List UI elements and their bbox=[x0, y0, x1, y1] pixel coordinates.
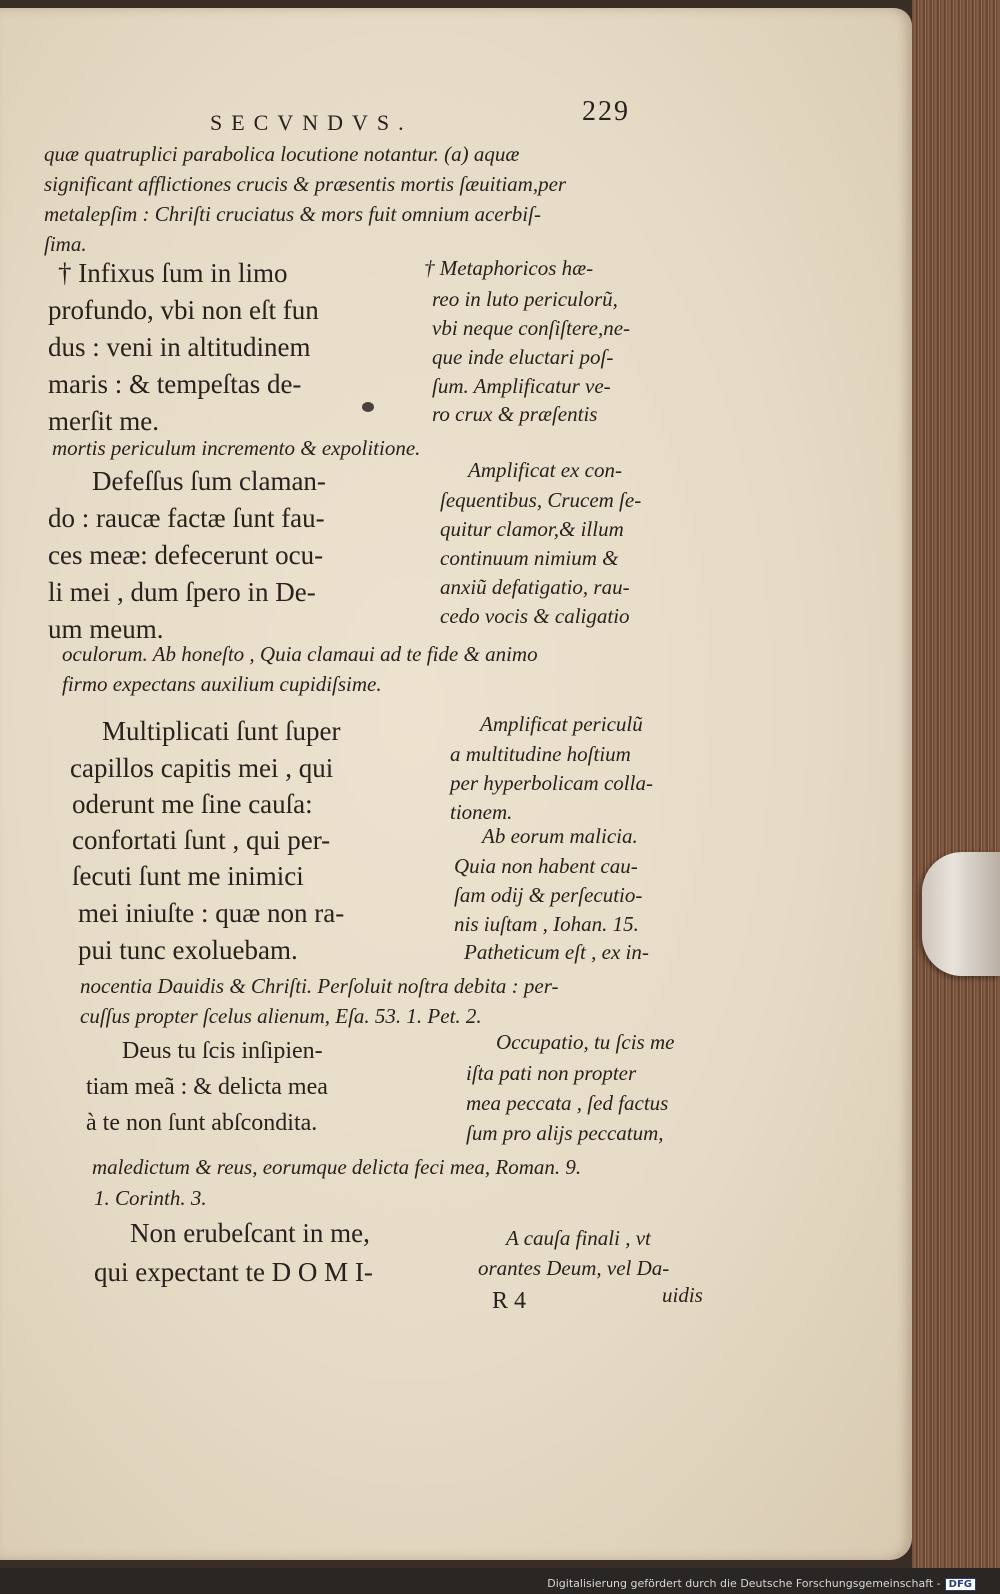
verse-line: maris : & tempeſtas de- bbox=[48, 369, 302, 399]
gloss-line: Patheticum eſt , ex in- bbox=[464, 940, 649, 964]
gloss-line: mortis periculum incremento & expolitione. bbox=[52, 436, 421, 460]
gloss-line: orantes Deum, vel Da- bbox=[478, 1256, 670, 1280]
verse-line: à te non ſunt abſcondita. bbox=[86, 1110, 318, 1136]
gloss-line: que inde eluctari poſ- bbox=[432, 345, 614, 369]
gloss-line: A cauſa finali , vt bbox=[506, 1226, 651, 1250]
verse-line: merſit me. bbox=[48, 406, 159, 436]
verse-line: pui tunc exoluebam. bbox=[78, 935, 298, 965]
verse-line: li mei , dum ſpero in De- bbox=[48, 577, 316, 607]
gloss-line: mea peccata , ſed factus bbox=[466, 1091, 669, 1115]
verse-line: qui expectant te D O M I- bbox=[94, 1257, 373, 1287]
ink-mark bbox=[362, 402, 374, 412]
gloss-line: cedo vocis & caligatio bbox=[440, 604, 630, 628]
gloss-line: firmo expectans auxilium cupidiſsime. bbox=[62, 672, 382, 696]
verse-line: dus : veni in altitudinem bbox=[48, 332, 311, 362]
gloss-line: Ab eorum malicia. bbox=[482, 824, 638, 848]
book-fore-edge bbox=[912, 0, 1000, 1568]
dfg-logo: DFG bbox=[945, 1578, 976, 1591]
verse-line: capillos capitis mei , qui bbox=[70, 753, 334, 783]
running-head: SECVNDVS. bbox=[210, 110, 413, 135]
gloss-line: per hyperbolicam colla- bbox=[450, 771, 653, 795]
verse-line: Non erubeſcant in me, bbox=[130, 1218, 370, 1248]
gloss-line: 1. Corinth. 3. bbox=[94, 1186, 207, 1210]
verse-line: Deus tu ſcis inſipien- bbox=[122, 1038, 323, 1064]
verse-line: oderunt me ſine cauſa: bbox=[72, 789, 313, 819]
gloss-line: oculorum. Ab honeſto , Quia clamaui ad te fide & animo bbox=[62, 642, 538, 666]
gloss-line: Amplificat periculũ bbox=[480, 712, 643, 736]
gloss-line: Quia non habent cau- bbox=[454, 854, 638, 878]
gloss-line: ſam odij & perſecutio- bbox=[454, 883, 643, 907]
digitization-credit bbox=[547, 1577, 976, 1591]
page-number: 229 bbox=[582, 96, 630, 127]
verse-line: ces meæ: defecerunt ocu- bbox=[48, 540, 324, 570]
gloss-line: ro crux & præſentis bbox=[432, 402, 598, 426]
gloss-line: Amplificat ex con- bbox=[468, 458, 622, 482]
verse-line: mei iniuſte : quæ non ra- bbox=[78, 898, 345, 928]
gloss-line: vbi neque conſiſtere,ne- bbox=[432, 316, 631, 340]
verse-line: um meum. bbox=[48, 614, 164, 644]
gloss-line: quitur clamor,& illum bbox=[440, 517, 624, 541]
gloss-line: tionem. bbox=[450, 800, 513, 824]
page-clip bbox=[922, 852, 1000, 976]
gloss-line: maledictum & reus, eorumque delicta feci mea, Roman. 9. bbox=[92, 1155, 582, 1179]
verse-line: do : raucæ factæ ſunt fau- bbox=[48, 503, 325, 533]
credit-text: Digitalisierung gefördert durch die Deutsche Forschungsgemeinschaft - bbox=[547, 1577, 941, 1590]
gloss-line: anxiũ defatigatio, rau- bbox=[440, 575, 630, 599]
signature-mark: R 4 bbox=[492, 1288, 527, 1314]
verse-line: Multiplicati ſunt ſuper bbox=[102, 716, 341, 746]
gloss-line: Occupatio, tu ſcis me bbox=[496, 1030, 675, 1054]
gloss-line: continuum nimium & bbox=[440, 546, 619, 570]
verse-line: ſecuti ſunt me inimici bbox=[72, 861, 304, 891]
gloss-line: nocentia Dauidis & Chriſti. Perſoluit noſtra debita : per- bbox=[80, 974, 559, 998]
verse-line: tiam meã : & delicta mea bbox=[86, 1074, 328, 1100]
text-line: ſima. bbox=[44, 232, 87, 256]
verse-line: Defeſſus ſum claman- bbox=[92, 466, 326, 496]
verse-line: profundo, vbi non eſt fun bbox=[48, 295, 319, 325]
catchword: uidis bbox=[662, 1283, 703, 1307]
text-line: quæ quatruplici parabolica locutione notantur. (a) aquæ bbox=[44, 142, 520, 166]
gloss-line: † Metaphoricos hæ- bbox=[424, 256, 594, 280]
gloss-line: reo in luto periculorũ, bbox=[432, 287, 618, 311]
gloss-line: nis iuſtam , Iohan. 15. bbox=[454, 912, 639, 936]
gloss-line: iſta pati non propter bbox=[466, 1061, 637, 1085]
gloss-line: ſum pro alijs peccatum, bbox=[466, 1121, 664, 1145]
text-line: significant afflictiones crucis & præsentis mortis ſæuitiam,per bbox=[44, 172, 567, 196]
verse-line: † Infixus ſum in limo bbox=[58, 258, 288, 288]
gloss-line: a multitudine hoſtium bbox=[450, 742, 631, 766]
gloss-line: ſequentibus, Crucem ſe- bbox=[440, 488, 642, 512]
gloss-line: cuſſus propter ſcelus alienum, Eſa. 53. 1. Pet. 2. bbox=[80, 1004, 482, 1028]
text-line: metalepſim : Chriſti cruciatus & mors fuit omnium acerbiſ- bbox=[44, 202, 541, 226]
verse-line: confortati ſunt , qui per- bbox=[72, 825, 331, 855]
gloss-line: ſum. Amplificatur ve- bbox=[432, 374, 611, 398]
